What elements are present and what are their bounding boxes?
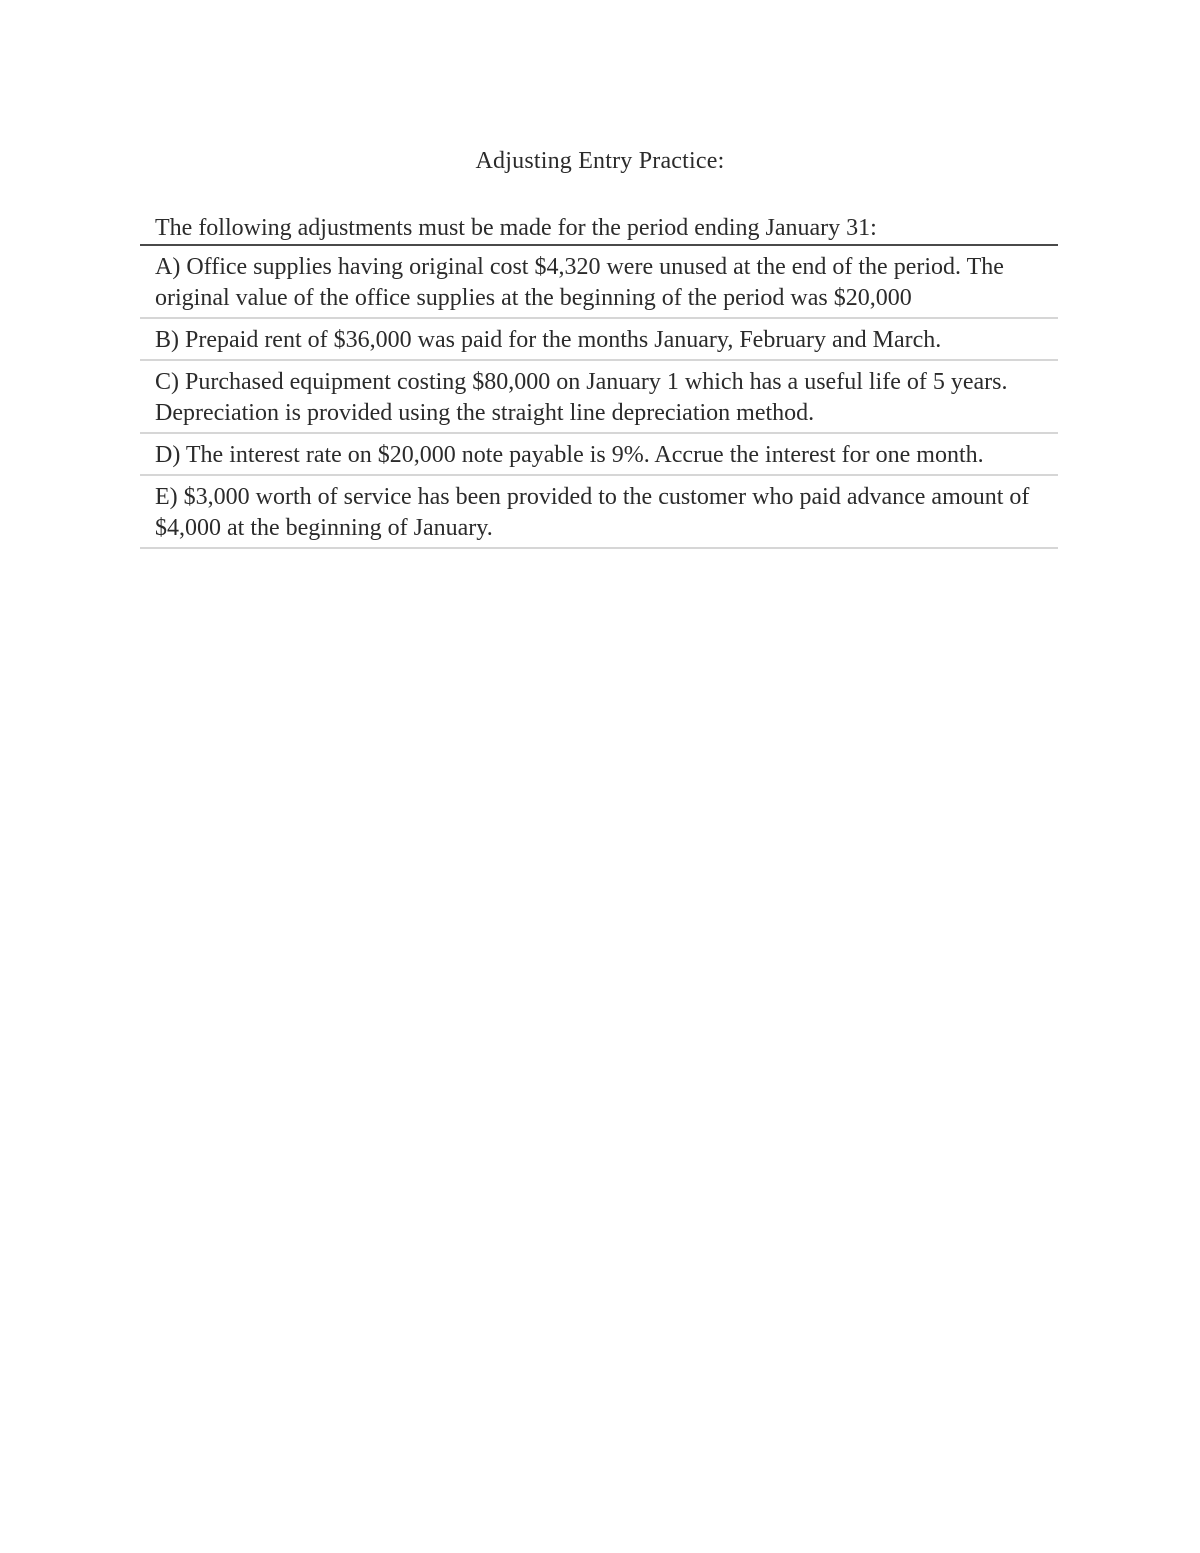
adjustment-item-c: C) Purchased equipment costing $80,000 on January 1 which has a useful life of 5 years. Depreciation is provided using the straight line depreciation method. — [140, 361, 1058, 434]
page-title: Adjusting Entry Practice: — [475, 148, 725, 174]
adjustment-list — [140, 246, 1058, 549]
adjustment-item-a: A) Office supplies having original cost $4,320 were unused at the end of the period. The original value of the office supplies at the beginning of the period was $20,000 — [140, 246, 1058, 319]
adjustment-item-e: E) $3,000 worth of service has been provided to the customer who paid advance amount of $4,000 at the beginning of January. — [140, 476, 1058, 549]
adjustment-item-d: D) The interest rate on $20,000 note payable is 9%. Accrue the interest for one month. — [140, 434, 1058, 476]
adjustments-table — [140, 213, 1058, 549]
table-header: The following adjustments must be made for the period ending January 31: — [140, 213, 1058, 246]
adjustment-item-b: B) Prepaid rent of $36,000 was paid for the months January, February and March. — [140, 319, 1058, 361]
